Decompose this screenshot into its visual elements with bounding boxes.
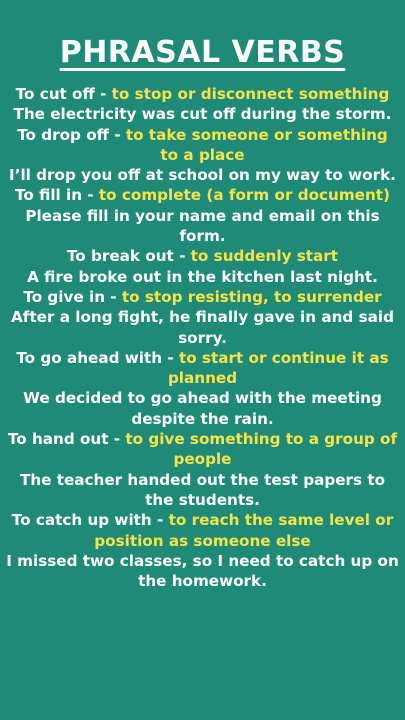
definition-line [6,287,399,307]
verb-definition: to complete (a form or document) [98,186,390,205]
verb-term: To break out - [66,247,191,266]
example-sentence: The teacher handed out the test papers to the students. [19,470,386,509]
example-sentence: I missed two classes, so I need to catch up on the homework. [6,551,399,591]
example-sentence: Please fill in your name and email on this form. [25,206,380,246]
verb-term: To catch up with - [11,511,169,530]
list-item [6,287,399,348]
example-sentence: A fire broke out in the kitchen last night. [27,267,378,286]
verb-definition: to stop or disconnect something [111,85,390,103]
verb-definition: to take someone or something to a place [125,125,388,164]
list-item [6,185,399,246]
verb-definition: to suddenly start [190,247,339,266]
list-item [6,84,399,125]
page-title: PHRASAL VERBS [59,35,346,70]
definition-line [6,348,399,389]
verb-term: To cut off - [15,85,112,103]
definition-line [6,510,399,551]
verb-term: To go ahead with - [16,348,179,367]
verb-definition: to start or continue it as planned [167,348,389,388]
example-sentence: I’ll drop you off at school on my way to work. [9,166,396,185]
verb-term: To give in - [23,287,122,306]
verb-term: To drop off - [17,125,126,144]
list-item [6,510,399,591]
example-sentence: The electricity was cut off during the storm. [13,105,392,124]
list-item [6,246,399,287]
definition-line [6,429,399,470]
verb-definition: to stop resisting, to surrender [121,287,382,306]
list-item [6,429,399,510]
verb-definition: to reach the same level or position as someone else [94,511,394,550]
example-sentence: After a long fight, he finally gave in and said sorry. [11,308,394,347]
example-sentence: We decided to go ahead with the meeting despite the rain. [23,389,382,428]
phrasal-verb-list [6,84,399,591]
definition-line [6,246,399,266]
verb-term: To hand out - [7,430,126,449]
list-item [6,348,399,429]
verb-definition: to give something to a group of people [125,430,398,469]
list-item [6,125,399,186]
definition-line [6,84,399,104]
definition-line [6,185,399,205]
definition-line [6,125,399,166]
verb-term: To fill in - [15,186,99,205]
